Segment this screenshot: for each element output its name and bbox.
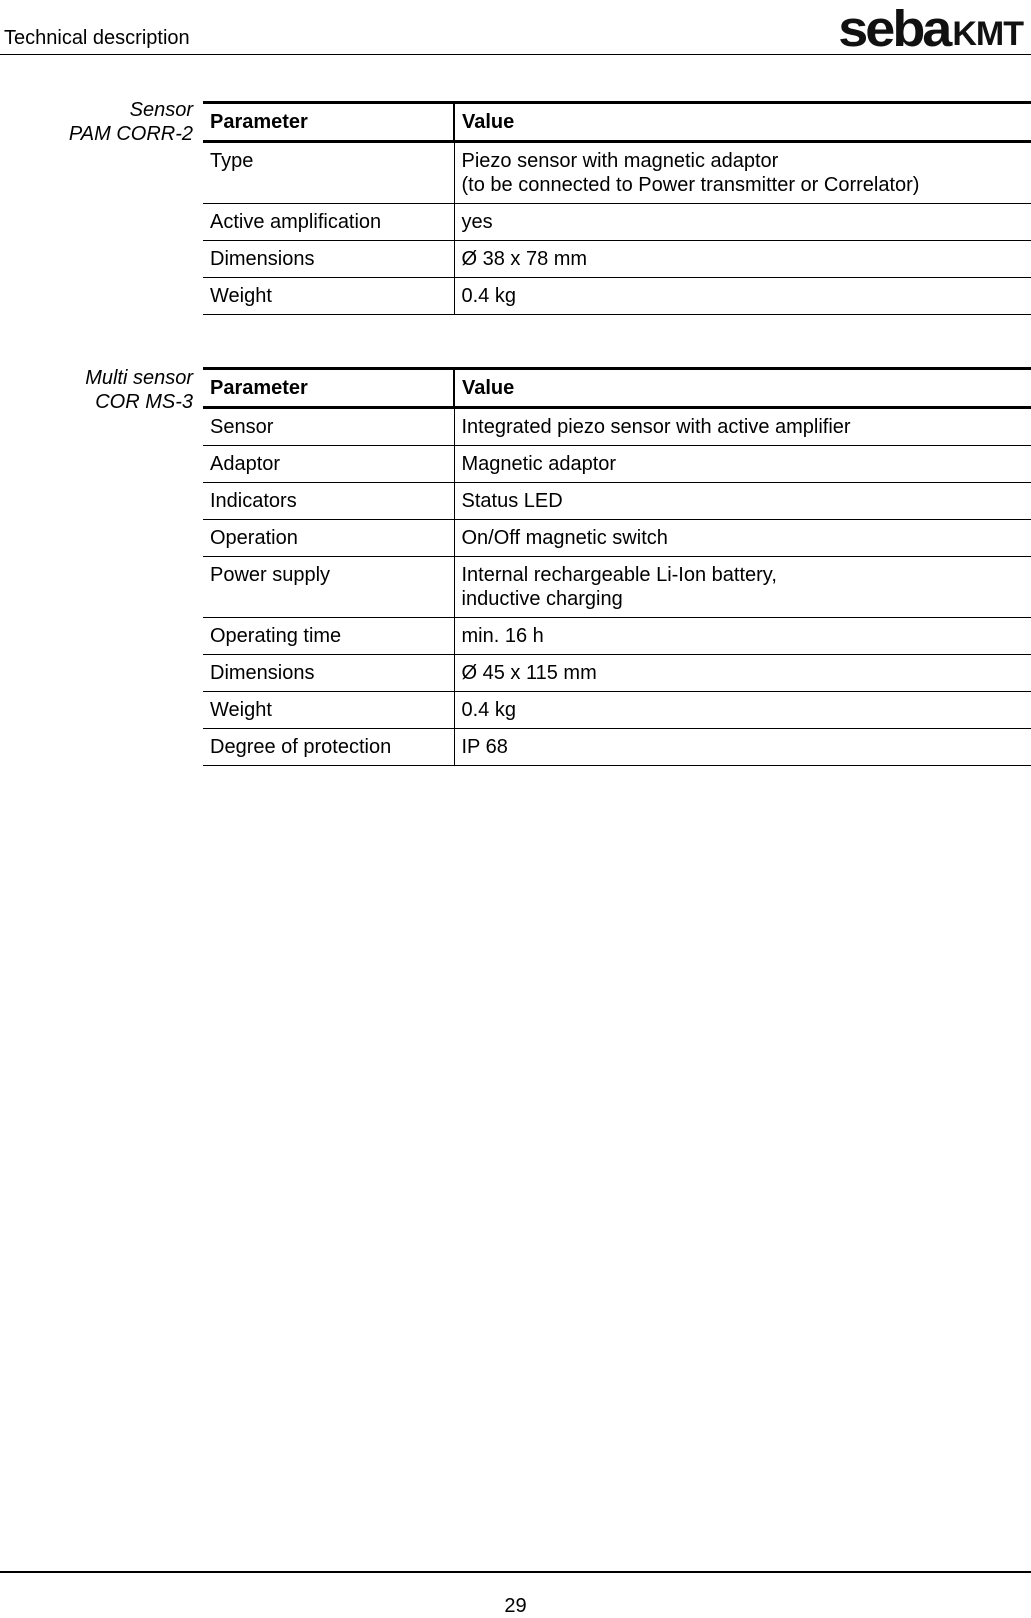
page-number: 29 (504, 1595, 527, 1617)
param-cell: Type (203, 142, 454, 204)
param-cell: Dimensions (203, 241, 454, 278)
table-row (203, 142, 1031, 204)
param-cell: Dimensions (203, 655, 454, 692)
table-row (203, 278, 1031, 315)
page-header (0, 0, 1031, 58)
column-header-parameter: Parameter (203, 369, 454, 408)
section-label-sensor (69, 98, 193, 146)
table-row (203, 557, 1031, 618)
header-title: Technical description (4, 27, 190, 49)
param-cell: Sensor (203, 408, 454, 446)
value-line: (to be connected to Power transmitter or Correlator) (461, 174, 920, 196)
param-cell: Indicators (203, 483, 454, 520)
table-row (203, 520, 1031, 557)
value-cell: 0.4 kg (454, 692, 1031, 729)
value-cell: Ø 45 x 115 mm (454, 655, 1031, 692)
table-row (203, 446, 1031, 483)
value-cell: Integrated piezo sensor with active amplifier (454, 408, 1031, 446)
section-label-line2: PAM CORR-2 (68, 123, 193, 145)
param-cell: Weight (203, 692, 454, 729)
spec-table-pam-corr-2 (203, 101, 1031, 315)
table-row (203, 483, 1031, 520)
value-cell: Status LED (454, 483, 1031, 520)
param-cell: Power supply (203, 557, 454, 618)
footer-divider (0, 1571, 1031, 1573)
param-cell: Adaptor (203, 446, 454, 483)
table-row (203, 655, 1031, 692)
value-cell (454, 557, 1031, 618)
table-row (203, 729, 1031, 766)
table-row (203, 204, 1031, 241)
table-row (203, 241, 1031, 278)
value-line: Internal rechargeable Li-Ion battery, (461, 564, 777, 586)
value-line: Piezo sensor with magnetic adaptor (461, 150, 779, 172)
table-header-row (203, 369, 1031, 408)
value-cell: yes (454, 204, 1031, 241)
value-cell (454, 142, 1031, 204)
param-cell: Operating time (203, 618, 454, 655)
column-header-value: Value (454, 103, 1031, 142)
value-cell: Magnetic adaptor (454, 446, 1031, 483)
column-header-parameter: Parameter (203, 103, 454, 142)
value-line: inductive charging (461, 588, 623, 610)
spec-table-cor-ms-3 (203, 367, 1031, 766)
param-cell: Operation (203, 520, 454, 557)
param-cell: Degree of protection (203, 729, 454, 766)
table-row (203, 618, 1031, 655)
section-label-line2: COR MS-3 (95, 391, 193, 413)
column-header-value: Value (454, 369, 1031, 408)
value-cell: On/Off magnetic switch (454, 520, 1031, 557)
company-logo (838, 0, 1023, 58)
value-cell: Ø 38 x 78 mm (454, 241, 1031, 278)
value-cell: IP 68 (454, 729, 1031, 766)
param-cell: Active amplification (203, 204, 454, 241)
param-cell: Weight (203, 278, 454, 315)
table-row (203, 408, 1031, 446)
section-label-line1: Sensor (129, 99, 193, 121)
value-cell: min. 16 h (454, 618, 1031, 655)
section-label-line1: Multi sensor (85, 367, 193, 389)
logo-text-seba: seba (838, 0, 950, 58)
section-label-multi-sensor (85, 366, 193, 414)
table-header-row (203, 103, 1031, 142)
value-cell: 0.4 kg (454, 278, 1031, 315)
table-row (203, 692, 1031, 729)
logo-text-kmt: KMT (952, 15, 1023, 53)
